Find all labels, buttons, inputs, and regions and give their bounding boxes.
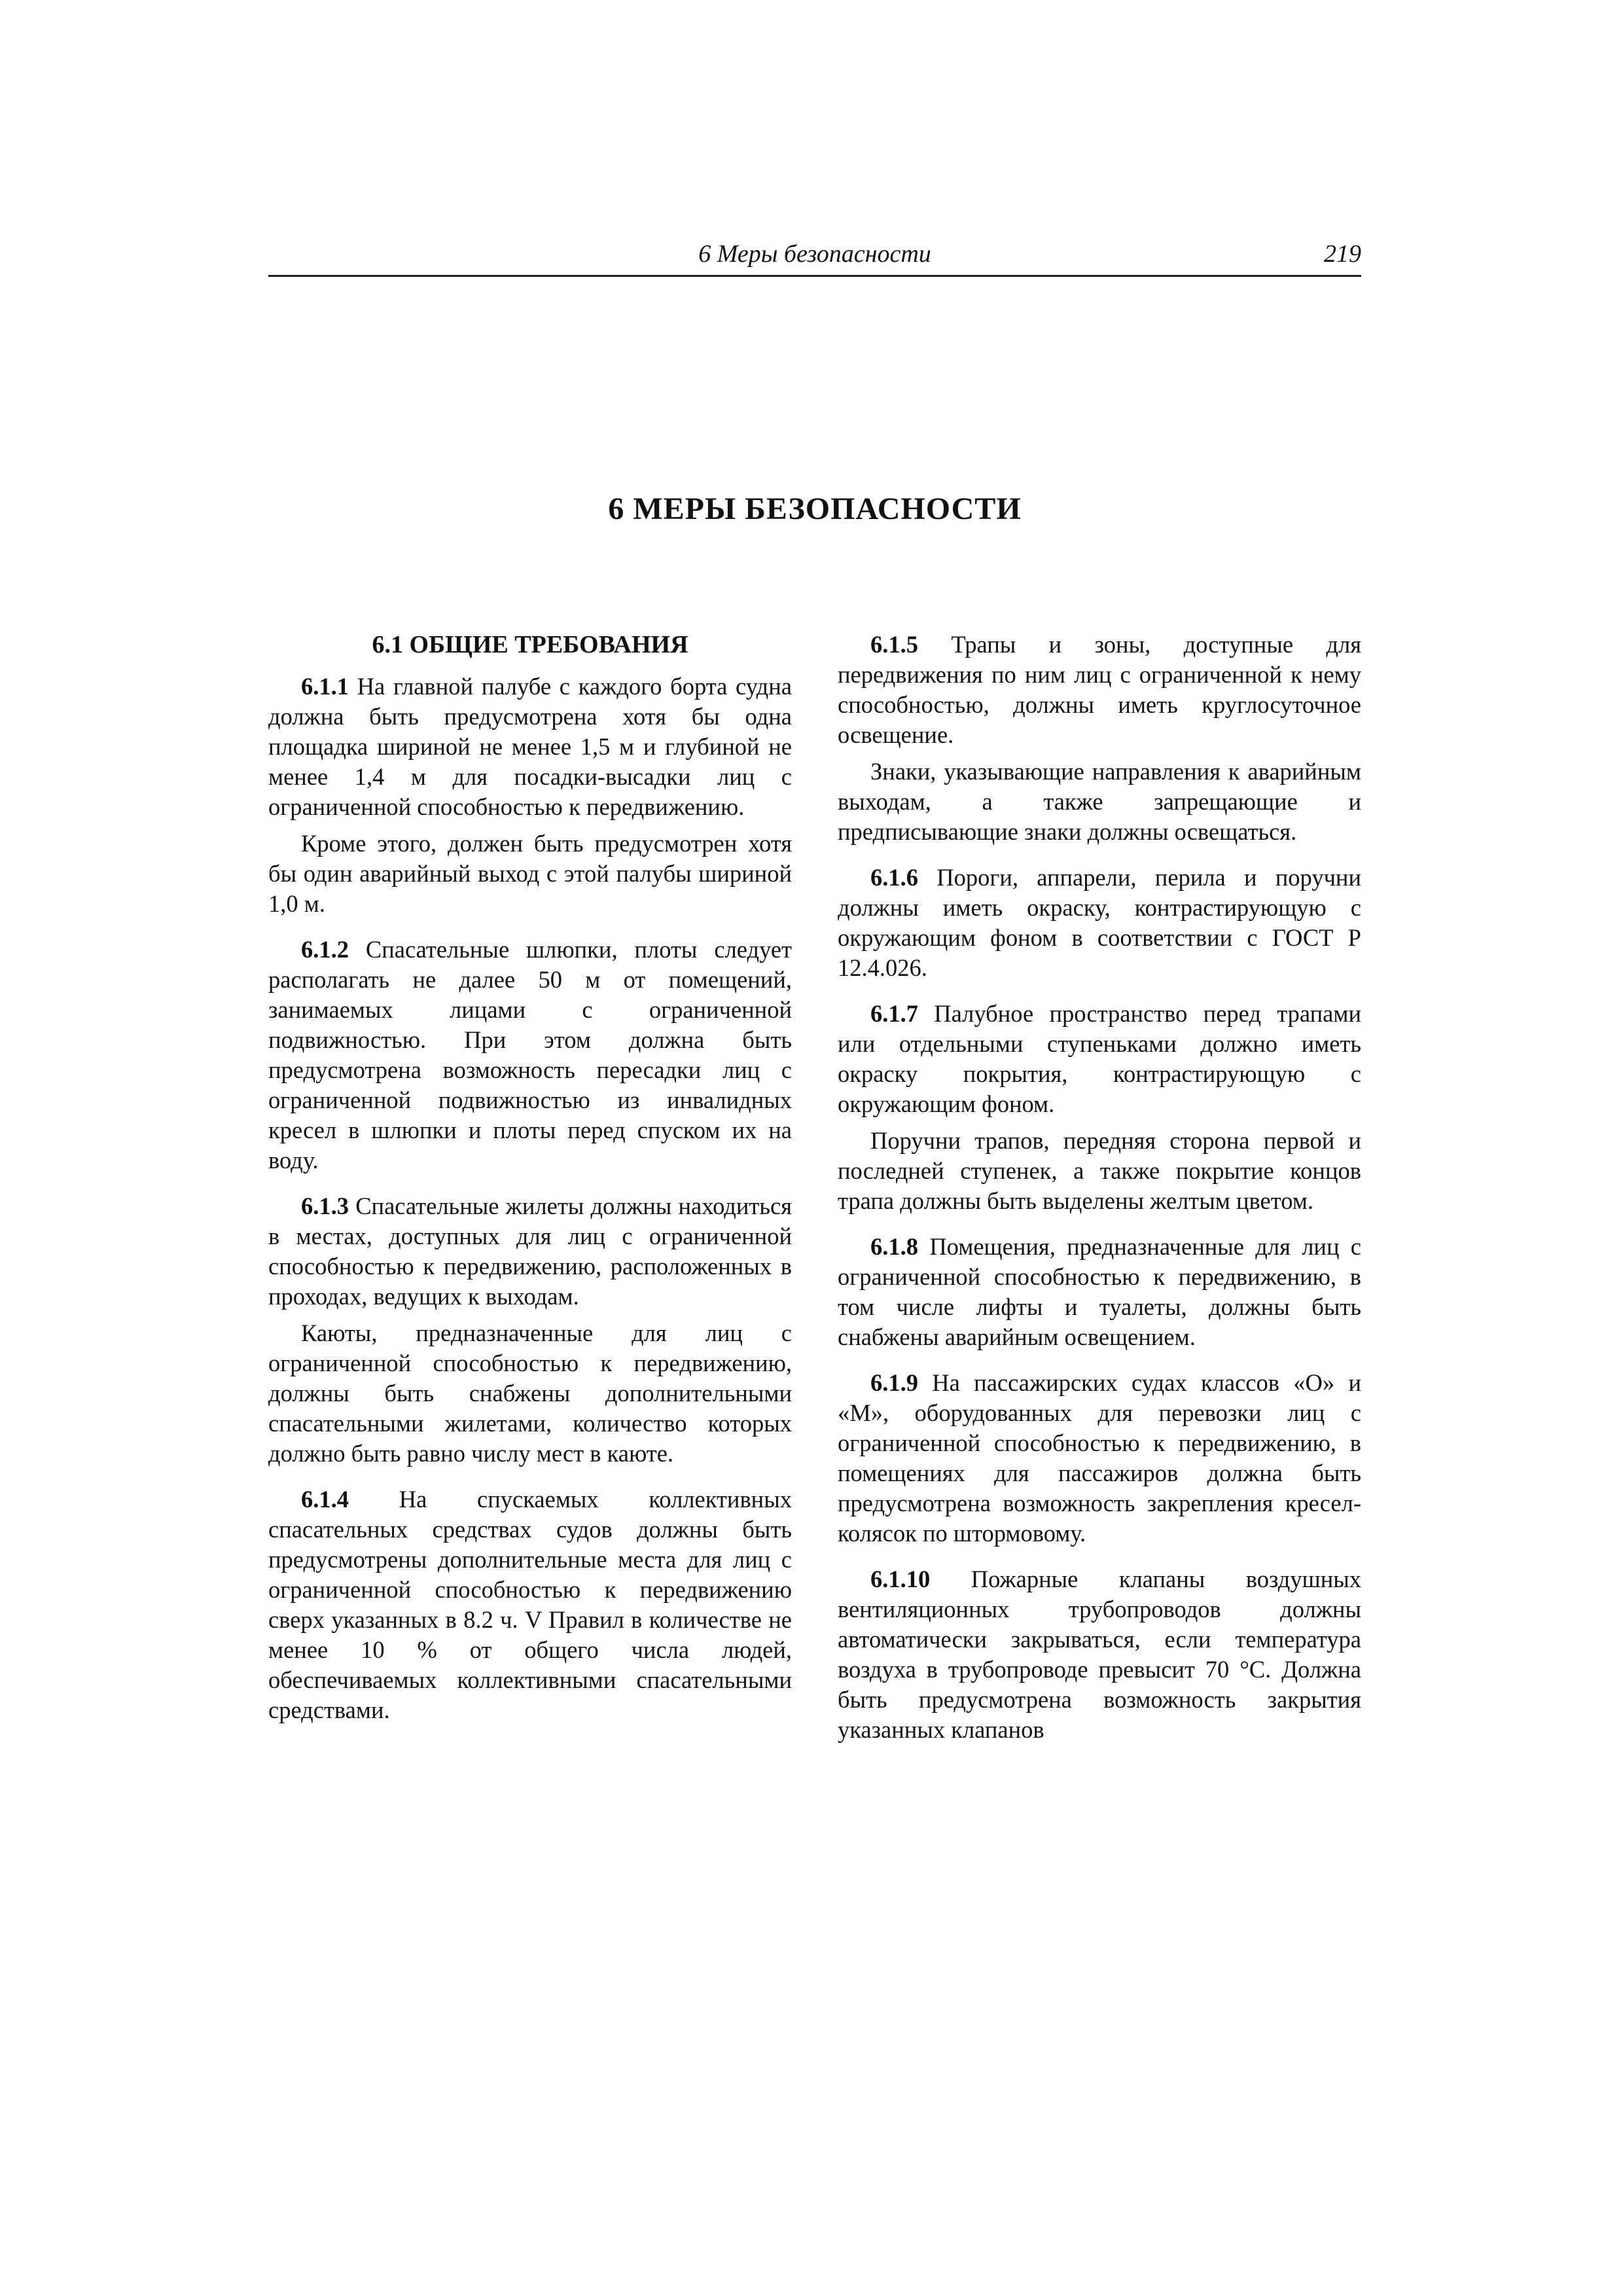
paragraph-text: Палубное пространство перед трапами или отдельными ступеньками должно иметь окраску покрытия, контрастирующую с окружающим фоном. — [838, 1000, 1361, 1117]
paragraph-6-1-2 — [268, 935, 792, 1175]
clause-number: 6.1.6 — [870, 864, 918, 891]
paragraph-6-1-5 — [838, 630, 1361, 750]
paragraph-6-1-10 — [838, 1564, 1361, 1745]
paragraph-text: На спускаемых коллективных спасательных средствах судов должны быть предусмотрены дополнительные места для лиц с ограниченной способностью к передвижению сверх указанных в 8.2 ч. V Правил в количестве не менее 10 % от общего числа людей, обеспечиваемых коллективными спасательными средствами. — [268, 1486, 792, 1723]
chapter-title: 6 МЕРЫ БЕЗОПАСНОСТИ — [608, 492, 1022, 526]
paragraph-6-1-3 — [268, 1191, 792, 1312]
paragraph-6-1-3-continued — [268, 1318, 792, 1469]
running-header-section: 6 Меры безопасности — [698, 240, 931, 268]
paragraph-6-1-5-continued — [838, 757, 1361, 847]
paragraph-text: Поручни трапов, передняя сторона первой и последней ступенек, а также покрытие концов трапа должны быть выделены желтым цветом. — [838, 1127, 1361, 1214]
running-header — [268, 236, 1361, 277]
clause-number: 6.1.5 — [870, 631, 918, 658]
paragraph-text: Пороги, аппарели, перила и поручни должны иметь окраску, контрастирующую с окружающим фоном в соответствии с ГОСТ Р 12.4.026. — [838, 864, 1361, 981]
paragraph-text: Знаки, указывающие направления к аварийным выходам, а также запрещающие и предписывающие знаки должны освещаться. — [838, 758, 1361, 845]
clause-number: 6.1.8 — [870, 1233, 918, 1260]
paragraph-6-1-1 — [268, 672, 792, 822]
clause-number: 6.1.9 — [870, 1369, 918, 1396]
page-number: 219 — [1324, 240, 1361, 268]
clause-number: 6.1.4 — [301, 1486, 349, 1513]
clause-number: 6.1.3 — [301, 1193, 349, 1219]
paragraph-text: Трапы и зоны, доступные для передвижения по ним лиц с ограниченной к нему способностью, должны иметь круглосуточное освещение. — [838, 631, 1361, 748]
clause-number: 6.1.7 — [870, 1000, 918, 1027]
paragraph-6-1-7 — [838, 999, 1361, 1119]
paragraph-text: Каюты, предназначенные для лиц с ограниченной способностью к передвижению, должны быть снабжены дополнительными спасательными жилетами, количество которых должно быть равно числу мест в каюте. — [268, 1319, 792, 1467]
subsection-title: 6.1 ОБЩИЕ ТРЕБОВАНИЯ — [372, 631, 688, 658]
paragraph-text: На пассажирских судах классов «О» и «М», оборудованных для перевозки лиц с ограниченной способностью к передвижению, в помещениях для пассажиров должна быть предусмотрена возможность закрепления кресел-колясок по штормовому. — [838, 1369, 1361, 1547]
paragraph-text: Спасательные жилеты должны находиться в местах, доступных для лиц с ограниченной способностью к передвижению, расположенных в проходах, ведущих к выходам. — [268, 1193, 792, 1310]
paragraph-text: Помещения, предназначенные для лиц с ограниченной способностью к передвижению, в том числе лифты и туалеты, должны быть снабжены аварийным освещением. — [838, 1233, 1361, 1350]
right-column — [838, 630, 1361, 1761]
paragraph-6-1-8 — [838, 1232, 1361, 1352]
paragraph-6-1-1-continued — [268, 829, 792, 919]
clause-number: 6.1.10 — [870, 1566, 931, 1592]
paragraph-text: На главной палубе с каждого борта судна должна быть предусмотрена хотя бы одна площадка шириной не менее 1,5 м и глубиной не менее 1,4 м для посадки-высадки лиц с ограниченной способностью к передвижению. — [268, 673, 792, 820]
paragraph-6-1-7-continued — [838, 1126, 1361, 1216]
paragraph-6-1-6 — [838, 863, 1361, 983]
paragraph-text: Пожарные клапаны воздушных вентиляционных трубопроводов должны автоматически закрываться, если температура воздуха в трубопроводе превысит 70 °С. Должна быть предусмотрена возможность закрытия указанных клапанов — [838, 1566, 1361, 1743]
paragraph-text: Кроме этого, должен быть предусмотрен хотя бы один аварийный выход с этой палубы шириной 1,0 м. — [268, 830, 792, 917]
paragraph-6-1-4 — [268, 1484, 792, 1725]
clause-number: 6.1.1 — [301, 673, 349, 700]
paragraph-6-1-9 — [838, 1368, 1361, 1549]
clause-number: 6.1.2 — [301, 936, 349, 963]
left-column — [268, 630, 792, 1741]
paragraph-text: Спасательные шлюпки, плоты следует располагать не далее 50 м от помещений, занимаемых лицами с ограниченной подвижностью. При этом должна быть предусмотрена возможность пересадки лиц с ограниченной подвижностью из инвалидных кресел в шлюпки и плоты перед спуском их на воду. — [268, 936, 792, 1174]
